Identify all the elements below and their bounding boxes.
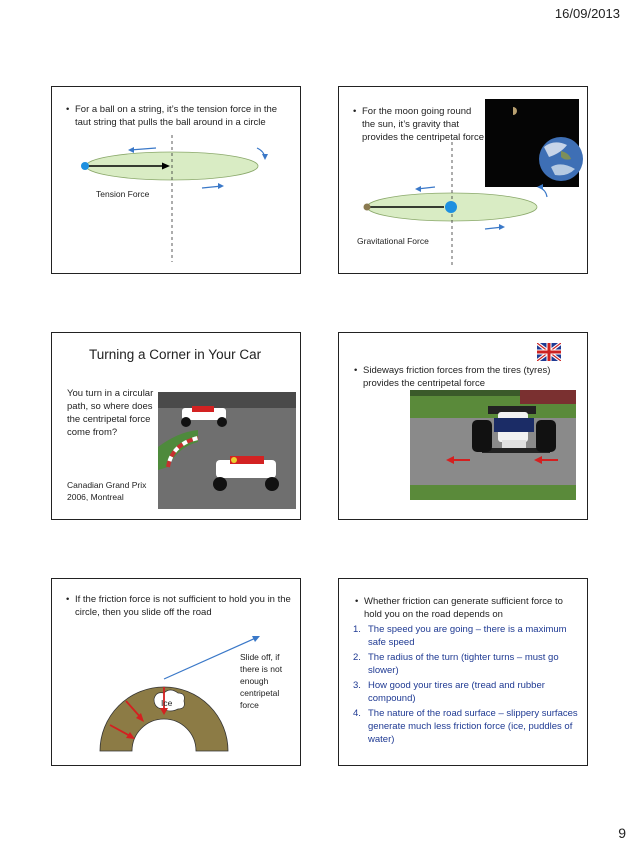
ball <box>81 162 89 170</box>
moon-dot <box>364 204 371 211</box>
question-text: You turn in a circular path, so where does the centripetal force come from? <box>67 388 154 438</box>
slide-bullet: • If the friction force is not sufficient to hold you in the circle, then you slide off the road <box>75 593 293 619</box>
slide-bullet: • Sideways friction forces from the tires (tyres) provides the centripetal force <box>363 364 578 390</box>
page-number: 9 <box>618 825 626 841</box>
race-photo <box>158 392 296 509</box>
slide-bullet: • For the moon going round the sun, it’s gravity that provides the centripetal force <box>362 105 484 144</box>
list-item: 3. How good your tires are (tread and rubber compound) <box>353 680 545 704</box>
slide-off-label: Slide off, if there is not enough centripetal force <box>240 652 283 710</box>
print-date: 16/09/2013 <box>554 6 620 21</box>
list-item: 2. The radius of the turn (tighter turns – must go slower) <box>353 652 559 676</box>
slide-title: Turning a Corner in Your Car <box>89 347 262 362</box>
slide-friction-factors <box>338 578 588 766</box>
uk-flag-icon <box>537 343 561 361</box>
photo-caption: Canadian Grand Prix 2006, Montreal <box>67 480 147 502</box>
force-label: Gravitational Force <box>357 236 429 246</box>
slide-tension <box>51 86 301 274</box>
factors-list <box>353 623 579 748</box>
f1-car-photo <box>410 390 576 500</box>
tension-diagram <box>52 87 301 274</box>
list-item: 4. The nature of the road surface – slippery surfaces generate much less friction force (ice, puddles of water) <box>353 708 578 745</box>
list-item: 1. The speed you are going – there is a maximum safe speed <box>353 624 567 648</box>
slide-bullet: • For a ball on a string, it’s the tension force in the taut string that pulls the ball around in a circle <box>75 103 290 129</box>
slide-gravity <box>338 86 588 274</box>
sun-dot <box>445 201 457 213</box>
slide-turning-corner <box>51 332 301 520</box>
slide-slide-off <box>51 578 301 766</box>
force-label: Tension Force <box>96 189 150 199</box>
slide-bullet: • Whether friction can generate sufficient force to hold you on the road depends on <box>364 595 576 621</box>
ice-label: Ice <box>161 698 173 708</box>
slide-tyre-friction <box>338 332 588 520</box>
